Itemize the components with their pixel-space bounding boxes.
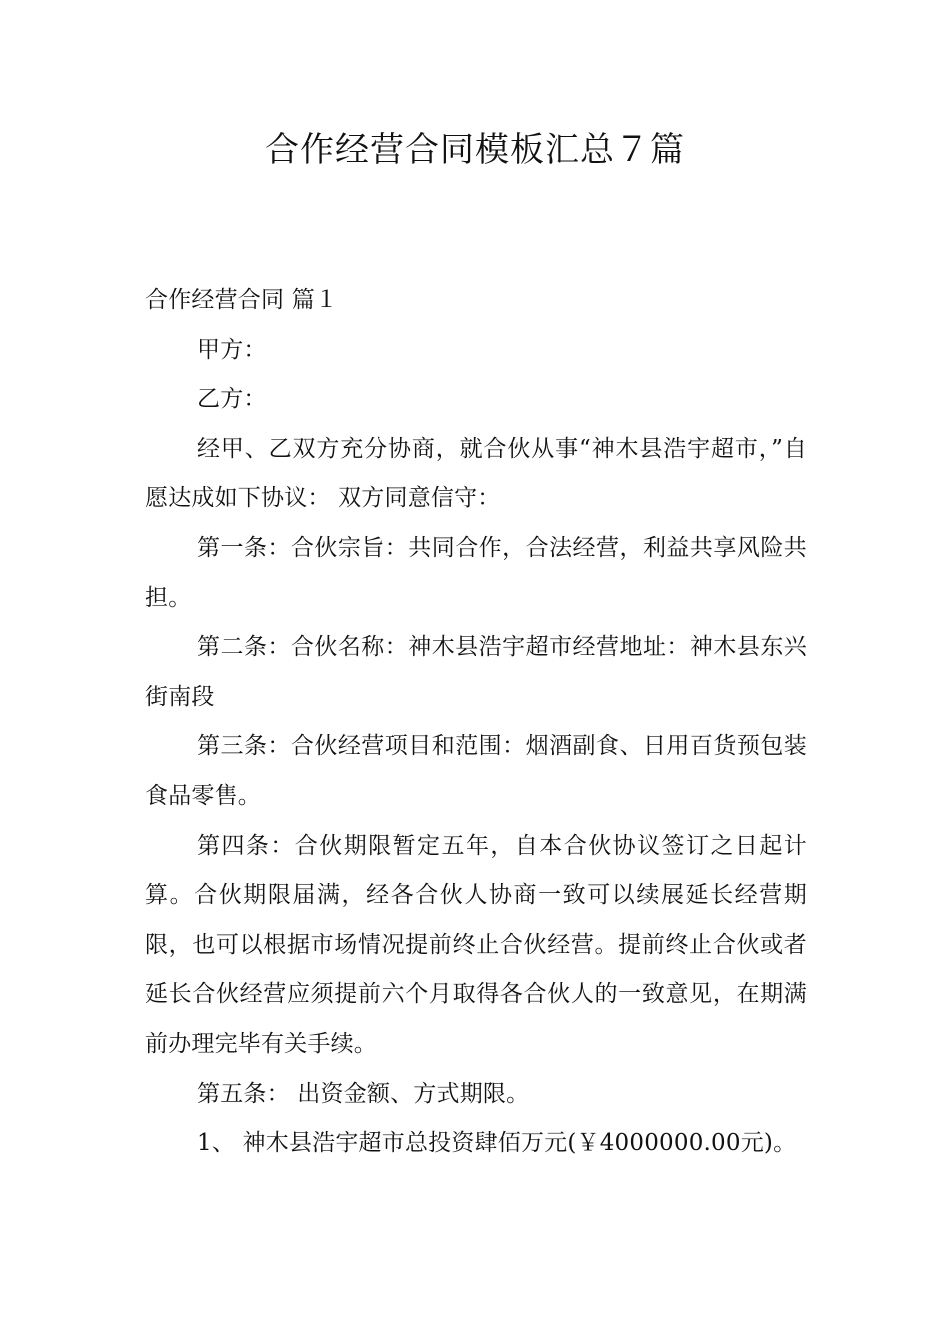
article-4-paragraph: 第四条：合伙期限暂定五年，自本合伙协议签订之日起计算。合伙期限届满，经各合伙人协商一致可以续展延长经营期限，也可以根据市场情况提前终止合伙经营。提前终止合伙或者延长合伙经营应须提前六个月取得各合伙人的一致意见，在期满前办理完毕有关手续。 (145, 832, 807, 1057)
document-body (145, 276, 807, 1169)
article-3-paragraph: 第三条：合伙经营项目和范围：烟酒副食、日用百货预包装食品零售。 (145, 733, 807, 809)
agreement-intro-paragraph: 经甲、乙双方充分协商，就合伙从事“神木县浩宇超市，”自愿达成如下协议： 双方同意信守： (145, 435, 807, 512)
section-heading: 合作经营合同 篇１ (145, 287, 339, 313)
document-title: 合作经营合同模板汇总７篇 (265, 130, 685, 170)
article-5-item-1-paragraph: 1、 神木县浩宇超市总投资肆佰万元(￥4000000.00元)。 (197, 1130, 797, 1157)
party-b-line: 乙方： (197, 386, 267, 413)
article-5-paragraph: 第五条： 出资金额、方式期限。 (197, 1080, 530, 1107)
article-1-paragraph: 第一条：合伙宗旨：共同合作，合法经营，利益共享风险共担。 (145, 534, 807, 611)
party-a-line: 甲方： (197, 336, 267, 363)
article-2-paragraph: 第二条：合伙名称：神木县浩宇超市经营地址：神木县东兴街南段 (145, 634, 807, 710)
